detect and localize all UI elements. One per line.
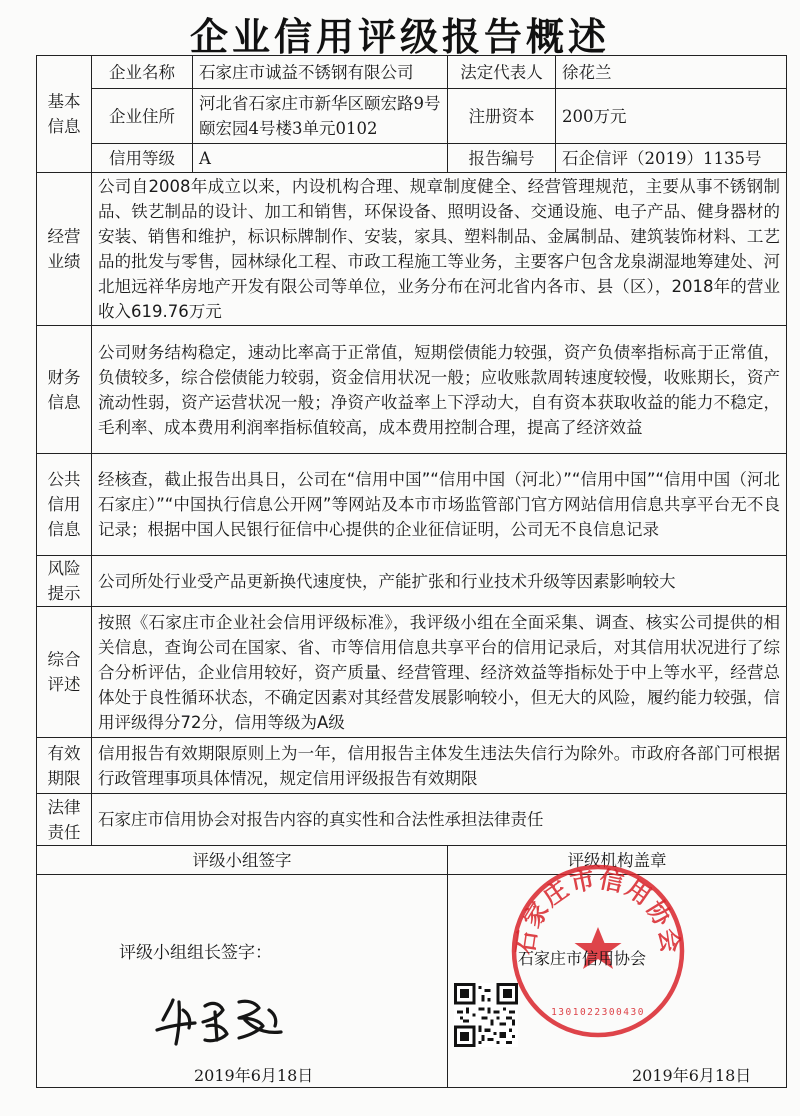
leader-signature-label: 评级小组组长签字： — [119, 943, 272, 963]
report-table — [36, 55, 787, 1088]
section-label-basic: 基本信息 — [37, 56, 92, 173]
report-no-label: 报告编号 — [448, 144, 556, 173]
address-value: 河北省石家庄市新华区颐宏路9号颐宏园4号楼3单元0102 — [193, 89, 448, 144]
svg-text:石家庄市信用协会: 石家庄市信用协会 — [511, 865, 685, 957]
legal-rep-label: 法定代表人 — [448, 56, 556, 89]
credit-grade-label: 信用等级 — [92, 144, 193, 173]
legal-rep-value: 徐花兰 — [556, 56, 787, 89]
document-title: 企业信用评级报告概述 — [189, 15, 610, 59]
section-label-public-credit: 公共信用信息 — [37, 454, 92, 556]
company-name-value: 石家庄市诚益不锈钢有限公司 — [193, 56, 448, 89]
section-text-risk: 公司所处行业受产品更新换代速度快，产能扩张和行业技术升级等因素影响较大 — [98, 571, 676, 591]
org-seal-cell — [448, 865, 787, 1088]
section-label-validity: 有效期限 — [37, 738, 92, 794]
address-label: 企业住所 — [92, 89, 193, 144]
section-label-summary: 综合评述 — [37, 607, 92, 738]
company-name-label: 企业名称 — [92, 56, 193, 89]
section-label-legal: 法律责任 — [37, 794, 92, 846]
org-seal-header: 评级机构盖章 — [448, 846, 787, 875]
qr-code-icon — [454, 983, 518, 1047]
section-text-business: 公司自2008年成立以来，内设机构合理、规章制度健全、经营管理规范，主要从事不锈钢制品、铁艺制品的设计、加工和销售，环保设备、照明设备、交通设施、电子产品、健身器材的安装、销售和维护，标识标牌制作、安装，家具、塑料制品、金属制品、建筑装饰材料、工艺品的批发与零售，园林绿化工程、市政工程施工等业务，主要客户包含龙泉湖湿地筹建处、河北旭远祥华房地产开发有限公司等单位，业务分布在河北省内各市、县（区），2018年的营业收入619.76万元 — [98, 177, 780, 321]
section-text-finance: 公司财务结构稳定，速动比率高于正常值，短期偿债能力较强，资产负债率指标高于正常值，负债较多，综合偿债能力较弱，资金信用状况一般；应收账款周转速度较慢，收账期长，资产流动性弱，资产运营状况一般；净资产收益率上下浮动大，自有资本获取收益的能力不稳定，毛利率、成本费用利润率指标值较高，成本费用控制合理，提高了经济效益 — [98, 342, 780, 437]
section-label-risk: 风险提示 — [37, 556, 92, 607]
section-text-summary: 按照《石家庄市企业社会信用评级标准》，我评级小组在全面采集、调查、核实公司提供的相关信息，查询公司在国家、省、市等信用信息共享平台的信用记录后，对其信用状况进行了综合分析评估，企业信用较好，资产质量、经营管理、经济效益等指标处于中上等水平，经营总体处于良性循环状态，不确定因素对其经营发展影响较小，但无大的风险，履约能力较强，信用评级得分72分，信用等级为A级 — [98, 612, 780, 732]
section-label-business: 经营业绩 — [37, 173, 92, 326]
org-name: 石家庄市信用协会 — [518, 949, 647, 968]
group-signature-cell — [37, 875, 448, 1088]
capital-label: 注册资本 — [448, 89, 556, 144]
section-label-finance: 财务信息 — [37, 326, 92, 454]
handwritten-signature — [149, 990, 299, 1050]
group-signature-header: 评级小组签字 — [37, 846, 448, 875]
svg-text:1301022300430: 1301022300430 — [551, 1007, 645, 1018]
section-text-validity: 信用报告有效期限原则上为一年，信用报告主体发生违法失信行为除外。市政府各部门可根据行政管理事项具体情况，规定信用评级报告有效期限 — [98, 743, 780, 788]
group-signature-date: 2019年6月18日 — [194, 1066, 314, 1085]
report-no-value: 石企信评（2019）1135号 — [556, 144, 787, 173]
org-seal-date: 2019年6月18日 — [632, 1066, 752, 1085]
capital-value: 200万元 — [556, 89, 787, 144]
section-text-public-credit: 经核查，截止报告出具日，公司在“信用中国”“信用中国（河北）”“信用中国”“信用中国（河北石家庄）”“中国执行信息公开网”等网站及本市市场监管部门官方网站信用信息共享平台无不良记录；根据中国人民银行征信中心提供的企业征信证明，公司无不良信息记录 — [98, 470, 780, 539]
credit-grade-value: A — [193, 144, 448, 173]
section-text-legal: 石家庄市信用协会对报告内容的真实性和合法性承担法律责任 — [98, 810, 544, 829]
